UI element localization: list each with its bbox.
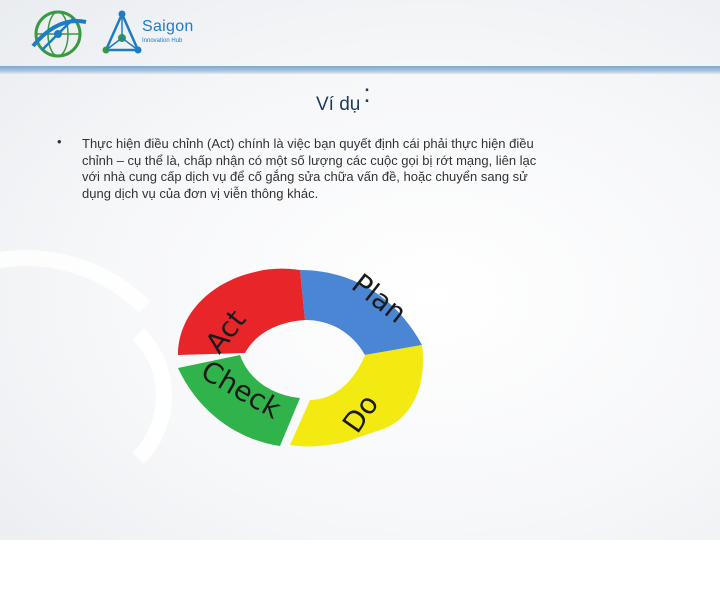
logo-tagline-text: Innovation Hub [142, 38, 183, 44]
slide-title [316, 78, 371, 117]
pdca-cycle-diagram [160, 250, 440, 460]
cycle-label-do: Do [335, 388, 386, 439]
bullet-marker: • [57, 134, 62, 149]
cycle-label-plan: Plan [345, 267, 413, 330]
slide-body-text: Thực hiện điều chỉnh (Act) chính là việc bạn quyết định cái phải thực hiện điều chỉnh – cụ thể là, chấp nhận có một số lượng các cuộc gọi bị rớt mạng, liên lạc với nhà cung cấp dịch vụ để cố gắng sửa chữa vấn đề, hoặc chuyển sang sử dụng dịch vụ của đơn vị viễn thông khác. [82, 136, 537, 201]
slide-title-colon: : [363, 78, 371, 108]
cycle-segment-act [178, 269, 305, 355]
globe-logo-icon [28, 6, 88, 62]
cycle-label-act: Act [198, 303, 253, 360]
header-band [0, 66, 720, 74]
slide-title-text: Ví dụ [316, 94, 361, 115]
logo-brand-text: Saigon [142, 18, 194, 35]
cycle-label-check: Check [195, 353, 287, 426]
